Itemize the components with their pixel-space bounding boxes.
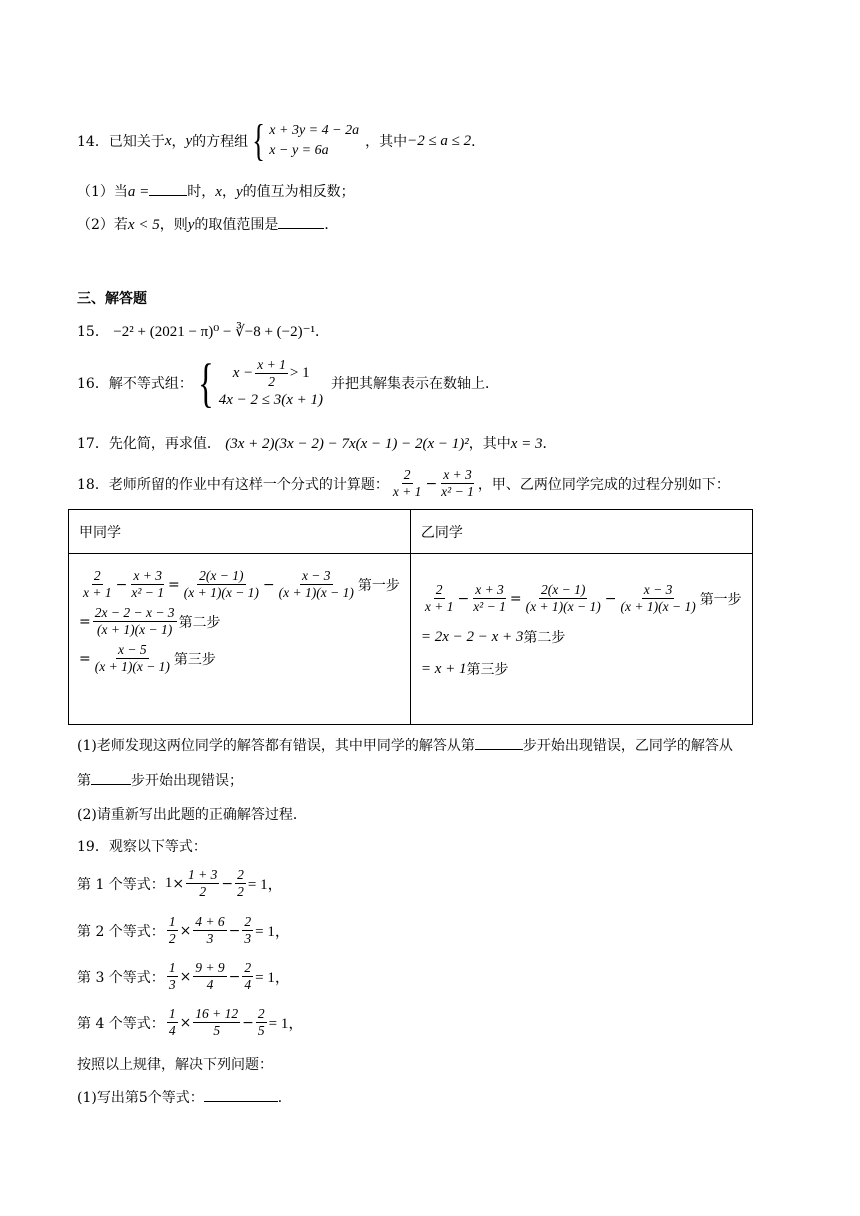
jia-step2: = $\frac{2x - 2 - x - 3}{(x + 1)(x - 1)}$ 第二步: [79, 605, 221, 637]
q19-eq3: 第 3 个等式： $\frac{1}{3}$ × $\frac{9 + 9}{4}$ − $\frac{2}{4}$ = 1，: [77, 960, 290, 992]
q19-eq4: 第 4 个等式： $\frac{1}{4}$ × $\frac{16 + 12}{5}$ − $\frac{2}{5}$ = 1，: [77, 1006, 304, 1038]
q18-part1-line2: 第 步开始出现错误；: [77, 773, 243, 789]
header-jia: 甲同学: [69, 510, 411, 554]
answer-blank[interactable]: [91, 783, 131, 785]
jia-step3: = $\frac{x - 5}{(x + 1)(x - 1)}$ 第三步: [79, 642, 216, 674]
equation-system: x + 3y = 4 − 2a x − y = 6a: [269, 123, 360, 158]
header-yi: 乙同学: [410, 510, 752, 554]
inequality-system: x − $\frac{x + 1}{2}$ > 1 4x − 2 ≤ 3(x + 1): [218, 357, 324, 408]
q15: 15． −2² + (2021 − π)⁰ − ∛−8 + (−2)⁻¹．: [77, 324, 330, 340]
solution-comparison-table: [68, 509, 753, 725]
q19-rule: 按照以上规律，解决下列问题：: [77, 1057, 273, 1073]
answer-blank[interactable]: [278, 227, 324, 229]
section-title: 三、解答题: [77, 290, 147, 306]
jia-solution: [69, 554, 411, 725]
q19-eq1: 第 1 个等式： 1 × $\frac{1 + 3}{2}$ − $\frac{2}{2}$ = 1，: [77, 867, 283, 899]
system-brace: {: [198, 353, 214, 413]
q18-part1-line1: (1)老师发现这两位同学的解答都有错误，其中甲同学的解答从第 步开始出现错误，乙同学的解答从: [77, 738, 733, 754]
answer-blank[interactable]: [149, 194, 187, 196]
answer-blank[interactable]: [204, 1100, 278, 1102]
q16: 16．解不等式组： { x − $\frac{x + 1}{2}$ > 1 4x − 2 ≤ 3(x + 1) 并把其解集表示在数轴上．: [77, 353, 500, 413]
system-brace: {: [252, 116, 266, 165]
q14-part2: （2）若x < 5，则y的取值范围是 ．: [77, 217, 339, 233]
q19-part1: (1)写出第5个等式： ．: [77, 1090, 292, 1106]
q19-eq2: 第 2 个等式： $\frac{1}{2}$ × $\frac{4 + 6}{3}$ − $\frac{2}{3}$ = 1，: [77, 914, 290, 946]
q14-part1: （1）当a = 时，x，y的值互为相反数；: [77, 184, 355, 200]
yi-step1: $\frac{2}{x + 1}$ − $\frac{x + 3}{\text{x² − 1}}$ = $\frac{2(x - 1)}{(x + 1)(x - 1)}$ − $\frac{x - 3}{(x + 1)(x - 1)}$ 第一步: [424, 582, 742, 614]
q18-stem: 18．老师所留的作业中有这样一个分式的计算题： $\frac{2}{x + 1}$ − $\frac{x + 3}{\text{x² − 1}}$ ，甲、乙两位同学完成的过程分别如下：: [77, 467, 730, 499]
yi-step2: = 2x − 2 − x + 3 第二步: [420, 628, 566, 646]
q14-number: 14．: [77, 134, 109, 150]
yi-step3: = x + 1 第三步: [420, 660, 509, 678]
q18-part2: (2)请重新写出此题的正确解答过程．: [77, 807, 307, 823]
q17: 17．先化简，再求值． (3x + 2)(3x − 2) − 7x(x − 1) − 2(x − 1)²，其中x = 3．: [77, 436, 557, 452]
yi-solution: [410, 554, 752, 725]
jia-step1: $\frac{2}{x + 1}$ − $\frac{x + 3}{\text{x² − 1}}$ = $\frac{2(x - 1)}{(x + 1)(x - 1)}$ − $\frac{x - 3}{(x + 1)(x - 1)}$ 第一步: [83, 568, 400, 600]
q14-stem: 14． 已知关于 x ， y 的方程组 { x + 3y = 4 − 2a x − y = 6a ，其中 −2 ≤ a ≤ 2 ．: [77, 116, 486, 165]
q19-stem: 19．观察以下等式：: [77, 839, 207, 855]
answer-blank[interactable]: [475, 748, 523, 750]
